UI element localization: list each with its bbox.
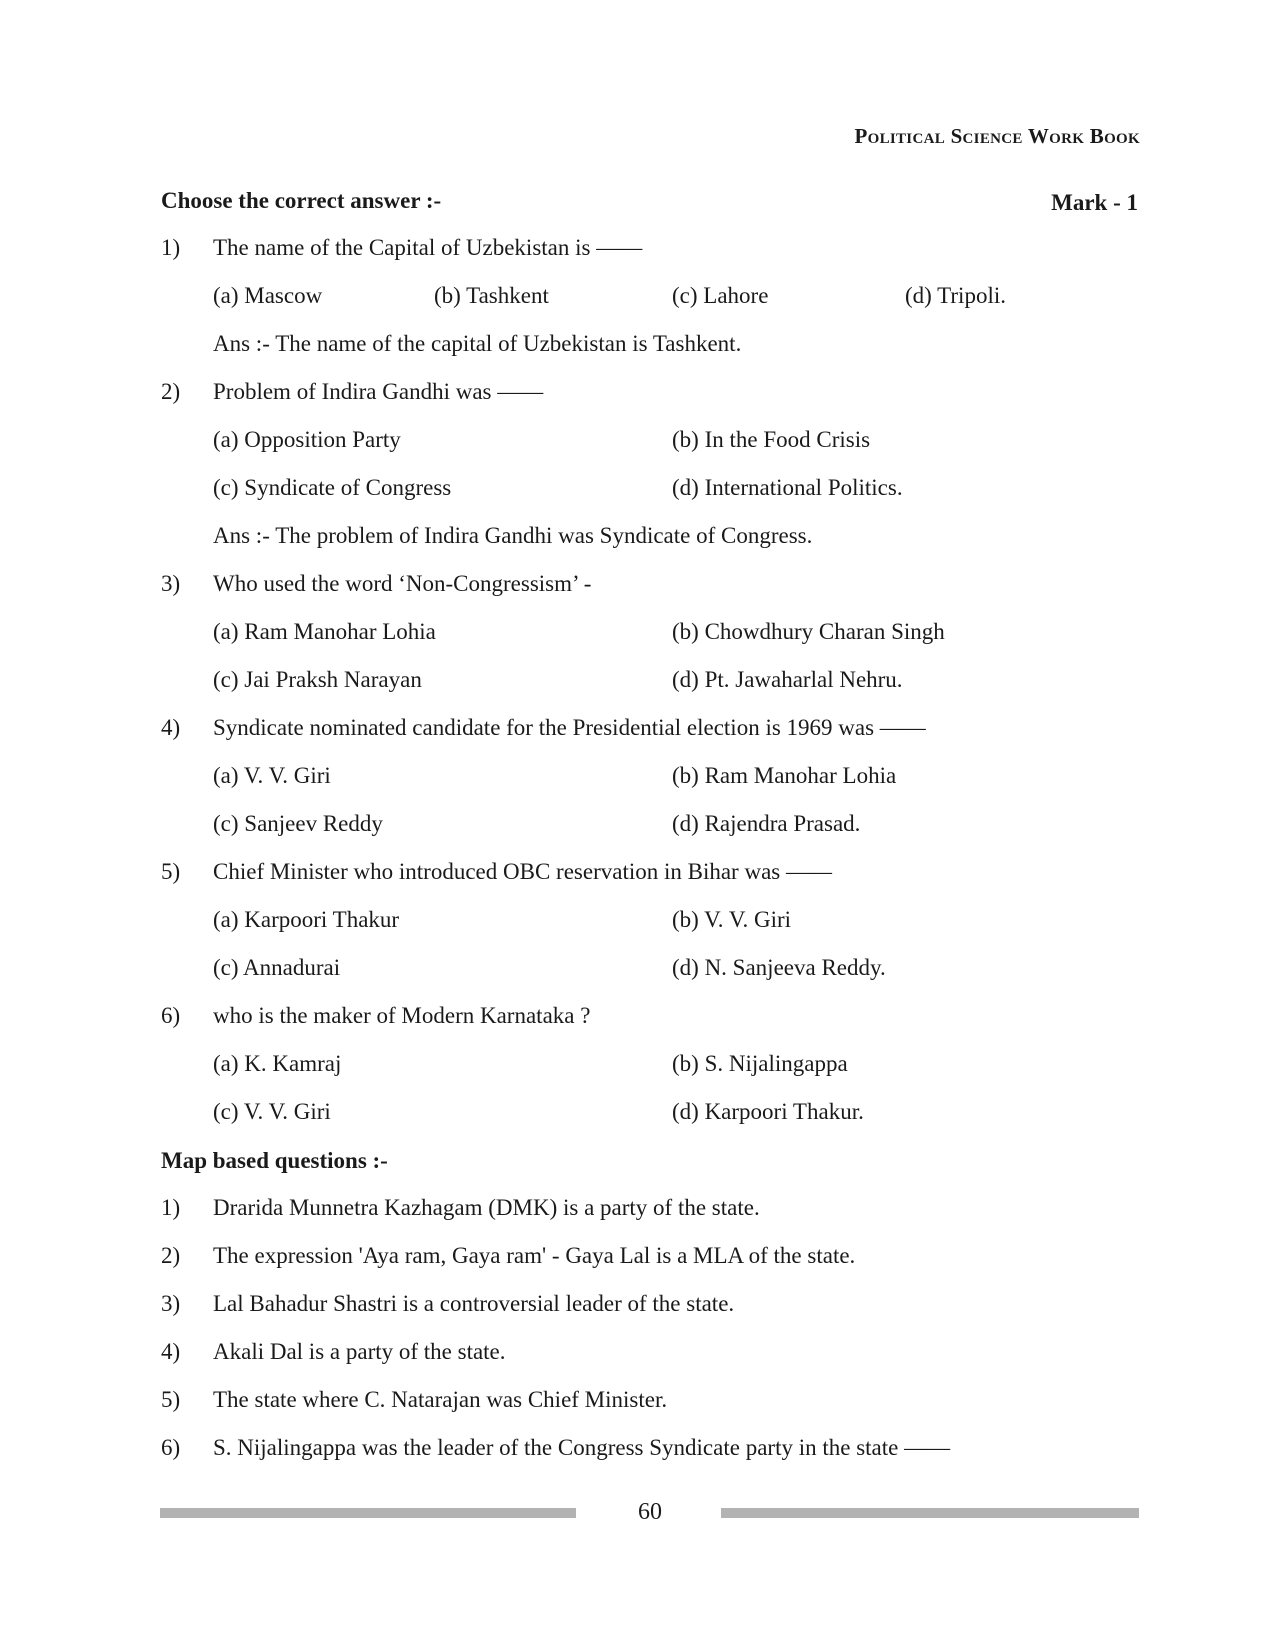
mcq-section-heading: Choose the correct answer :- (161, 188, 442, 213)
map-question-number: 6) (161, 1435, 181, 1460)
question-text: The name of the Capital of Uzbekistan is —— (213, 235, 643, 260)
option-c: (c) Annadurai (213, 955, 341, 980)
question-number: 1) (161, 235, 181, 260)
footer-rule-right (721, 1508, 1139, 1518)
question-text: Who used the word ‘Non-Congressism’ - (213, 571, 592, 596)
option-d: (d) Tripoli. (905, 283, 1006, 308)
option-b: (b) In the Food Crisis (672, 427, 871, 452)
option-a: (a) V. V. Giri (213, 763, 331, 788)
option-b: (b) V. V. Giri (672, 907, 792, 932)
option-d: (d) Rajendra Prasad. (672, 811, 861, 836)
option-a: (a) Karpoori Thakur (213, 907, 400, 932)
option-d: (d) International Politics. (672, 475, 903, 500)
question-number: 4) (161, 715, 181, 740)
answer-text: Ans :- The name of the capital of Uzbekistan is Tashkent. (213, 331, 742, 356)
map-question-text: Akali Dal is a party of the state. (213, 1339, 506, 1364)
answer-text: Ans :- The problem of Indira Gandhi was Syndicate of Congress. (213, 523, 813, 548)
map-question-number: 4) (161, 1339, 181, 1364)
map-question-number: 3) (161, 1291, 181, 1316)
running-header: Political Science Work Book (854, 124, 1140, 148)
question-text: Syndicate nominated candidate for the Presidential election is 1969 was —— (213, 715, 926, 740)
option-a: (a) K. Kamraj (213, 1051, 342, 1076)
option-b: (b) Ram Manohar Lohia (672, 763, 897, 788)
question-number: 2) (161, 379, 181, 404)
option-c: (c) Lahore (672, 283, 769, 308)
map-question-text: Lal Bahadur Shastri is a controversial leader of the state. (213, 1291, 735, 1316)
map-question-number: 1) (161, 1195, 181, 1220)
option-a: (a) Ram Manohar Lohia (213, 619, 436, 644)
map-question-number: 5) (161, 1387, 181, 1412)
option-c: (c) Sanjeev Reddy (213, 811, 383, 836)
option-d: (d) Pt. Jawaharlal Nehru. (672, 667, 903, 692)
question-text: Problem of Indira Gandhi was —— (213, 379, 544, 404)
mark-label: Mark - 1 (1051, 190, 1138, 215)
map-question-text: S. Nijalingappa was the leader of the Congress Syndicate party in the state —— (213, 1435, 951, 1460)
option-b: (b) Chowdhury Charan Singh (672, 619, 945, 644)
option-a: (a) Mascow (213, 283, 323, 308)
option-d: (d) Karpoori Thakur. (672, 1099, 864, 1124)
map-question-number: 2) (161, 1243, 181, 1268)
question-text: who is the maker of Modern Karnataka ? (213, 1003, 591, 1028)
page-number: 60 (638, 1499, 662, 1525)
question-number: 5) (161, 859, 181, 884)
question-number: 6) (161, 1003, 181, 1028)
question-number: 3) (161, 571, 181, 596)
question-text: Chief Minister who introduced OBC reservation in Bihar was —— (213, 859, 832, 884)
map-question-text: The state where C. Natarajan was Chief Minister. (213, 1387, 668, 1412)
option-d: (d) N. Sanjeeva Reddy. (672, 955, 886, 980)
option-c: (c) Syndicate of Congress (213, 475, 452, 500)
map-section-heading: Map based questions :- (161, 1148, 388, 1173)
option-b: (b) S. Nijalingappa (672, 1051, 848, 1076)
map-question-text: Drarida Munnetra Kazhagam (DMK) is a party of the state. (213, 1195, 760, 1220)
map-question-text: The expression 'Aya ram, Gaya ram' - Gaya Lal is a MLA of the state. (213, 1243, 856, 1268)
option-c: (c) Jai Praksh Narayan (213, 667, 422, 692)
footer-rule-left (160, 1508, 576, 1518)
option-b: (b) Tashkent (434, 283, 549, 308)
option-c: (c) V. V. Giri (213, 1099, 331, 1124)
option-a: (a) Opposition Party (213, 427, 401, 452)
